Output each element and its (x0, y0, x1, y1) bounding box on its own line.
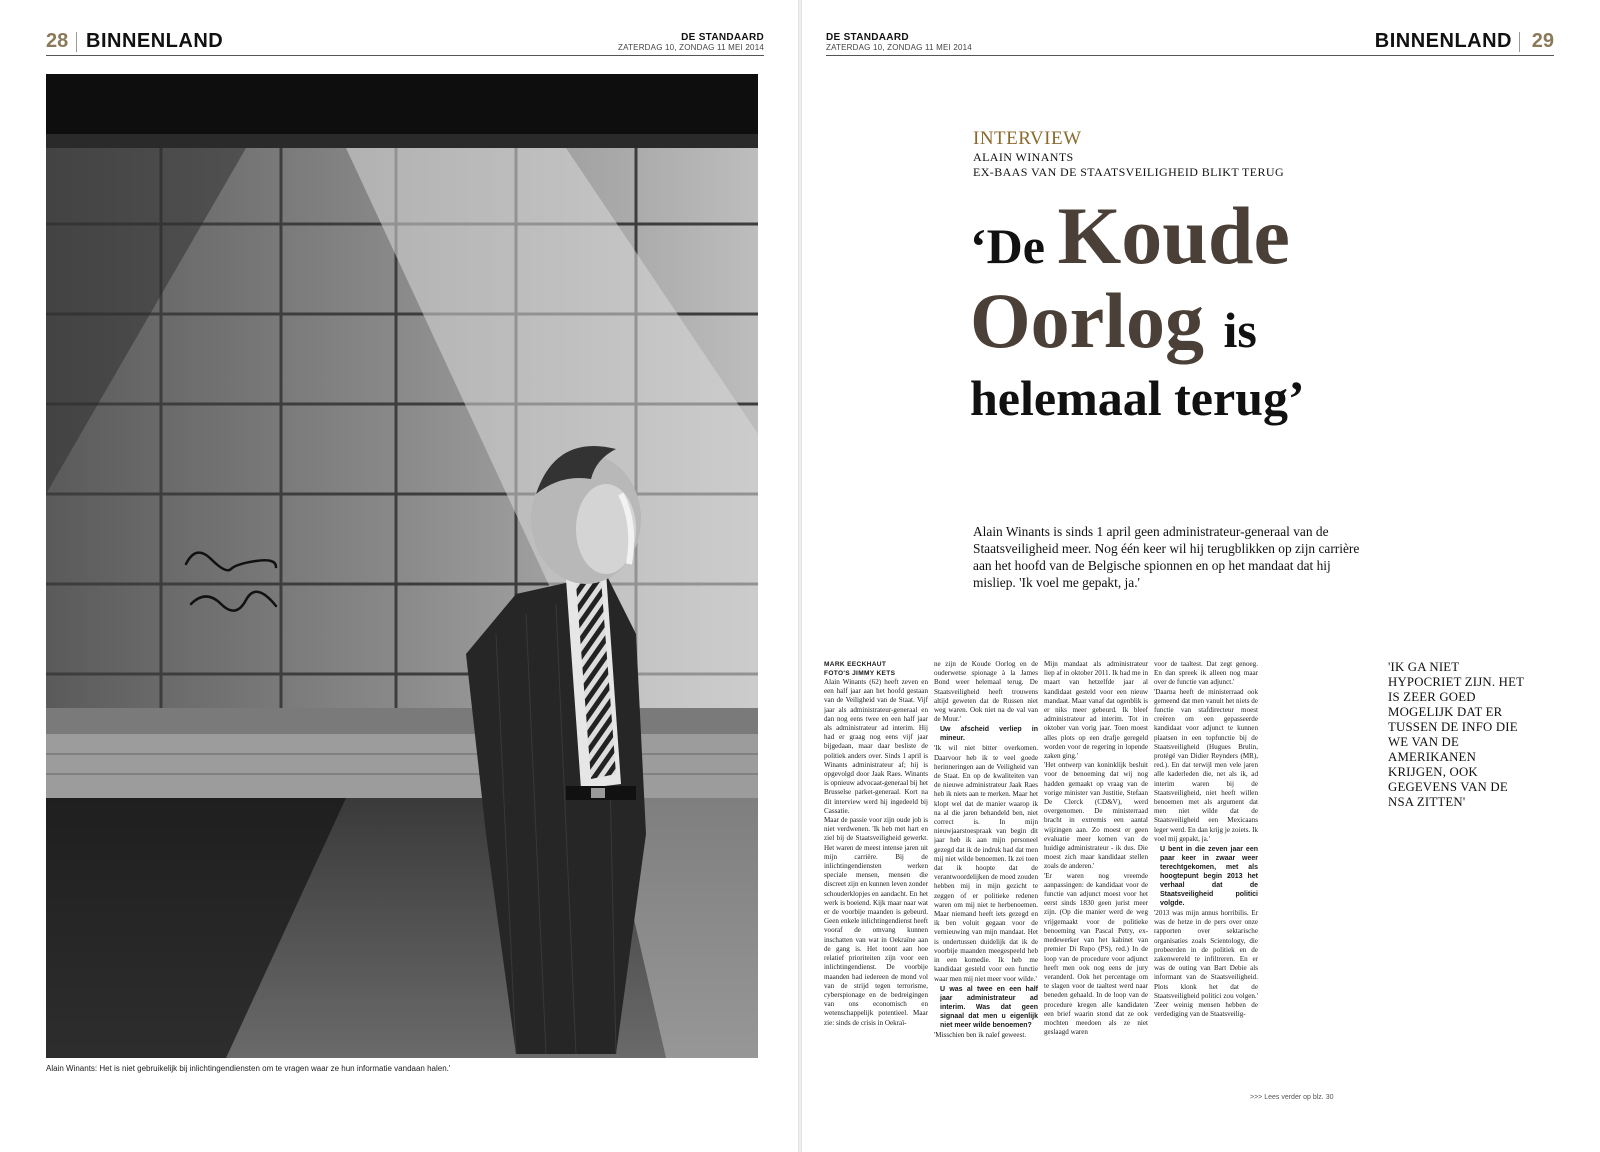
interview-question: U bent in die zeven jaar een paar keer in zwaar weer terechtgekomen, met als hoogtepunt begin 2013 het verhaal dat de Staatsveiligheid politici volgde. (1160, 846, 1258, 908)
paragraph: Mijn mandaat als administrateur liep af in oktober 2011. Ik had me in maart van hetzelfde jaar al kandidaat gesteld voor een nieuw mandaat. Maar vanaf dat ogenblik is er niks meer gebeurd. Ik bleef administrateur ad interim. Tot in oktober van vorig jaar. Toen moest alles plots op een drafje geregeld worden voor de regering in lopende zaken ging.' (1044, 660, 1148, 761)
header-separator (1519, 32, 1520, 52)
article-column-3 (1044, 660, 1148, 1080)
paragraph: voor de taaltest. Dat zegt genoeg. En dan spreek ik alleen nog maar over de functie van adjunct.' (1154, 660, 1258, 687)
paragraph: ne zijn de Koude Oorlog en de ouderwetse spionage à la James Bond weer helemaal terug. De Staatsveiligheid heeft trouwens altijd geweten dat de Russen niet weg waren. Ook niet na de val van de Muur.' (934, 660, 1038, 724)
byline-photo: FOTO'S JIMMY KETS (824, 670, 896, 677)
subkicker-name: ALAIN WINANTS (973, 150, 1074, 164)
paragraph: 'Het ontwerp van koninklijk besluit voor de benoeming dat wij nog hadden gemaakt op vraag van de vorige minister van Justitie, Stefaan De Clerck (CD&V), werd overgenomen. De ministerraad bracht in extremis een aantal wijzingen aan. Zo moest er geen evaluatie meer komen van de huidige administrateur - ik dus. Die moest zich maar kandidaat stellen zoals de anderen.' (1044, 761, 1148, 871)
paragraph: Alain Winants (62) heeft zeven en een half jaar aan het hoofd gestaan van de Veiligheid van de Staat. Vijf jaar als administrateur-generaal en dan nog eens twee en een half jaar als administrateur ad interim. Hij had er graag nog eens vijf jaar bijgedaan, maar daar besliste de politiek anders over. Sinds 1 april is Winants administrateur af; hij is opgevolgd door Jaak Raes. Winants is opnieuw advocaat-generaal bij het Brusselse parket-generaal. Kort na dit interview werd hij ingedeeld bij Cassatie. (824, 678, 928, 815)
left-page (0, 0, 798, 1152)
headline-part-5: helemaal terug’ (970, 370, 1305, 426)
paragraph: 'Daarna heeft de ministerraad ook gemeend dat men vanuit het niets de functie van stafdirecteur moest creëren om een gepasseerde kandidaat voor adjunct te kunnen plaatsen in een topfunctie bij de Staatsveiligheid (Hugues Brulin, protégé van Didier Reynders (MR), red.). En dat terwijl men vele jaren alle kaderleden die, net als ik, ad interim waren bij de Staatsveiligheid, niet heeft willen benoemen met als argument dat men niet wilde dat de Staatsveiligheid een Mexicaans leger werd. En dan krijg je zoiets. Ik voel mij gepakt, ja.' (1154, 687, 1258, 843)
page-number-right: 29 (1531, 30, 1554, 52)
byline-author: MARK EECKHAUT (824, 661, 887, 668)
left-page-header (46, 28, 764, 56)
photo-caption: Alain Winants: Het is niet gebruikelijk bij inlichtingendiensten om te vragen waar ze hun informatie vandaan halen.' (46, 1064, 451, 1073)
headline-part-4: is (1223, 302, 1257, 358)
pull-quote: 'IK GA NIET HYPOCRIET ZIJN. HET IS ZEER GOED MOGELIJK DAT ER TUSSEN DE INFO DIE WE VAN DE AMERIKANEN KRIJGEN, OOK GEGEVENS VAN DE NSA ZITTEN' (1388, 660, 1524, 809)
interview-question: Uw afscheid verliep in mineur. (940, 726, 1038, 743)
paper-name-right: DE STANDAARD (826, 32, 909, 43)
continued-link[interactable]: >>> Lees verder op blz. 30 (1250, 1094, 1334, 1101)
interview-question: U was al twee en een half jaar administrateur ad interim. Was dat geen signaal dat men u eigenlijk niet meer wilde benoemen? (940, 985, 1038, 1029)
right-page-header (826, 28, 1554, 56)
main-photo (46, 74, 758, 1058)
headline-part-3: Oorlog (970, 277, 1204, 364)
headline (970, 190, 1390, 429)
header-separator (76, 32, 77, 52)
intro-paragraph: Alain Winants is sinds 1 april geen administrateur-generaal van de Staatsveiligheid meer. Nog één keer wil hij terugblikken op zijn carrière aan het hoofd van de Belgische spionnen en op het mandaat dat hij misliep. 'Ik voel me gepakt, ja.' (973, 524, 1360, 590)
paper-name-left: DE STANDAARD (681, 32, 764, 43)
page-number-left: 28 (46, 30, 69, 52)
article-column-1 (824, 660, 928, 1080)
section-title-right: BINNENLAND (1374, 30, 1512, 52)
right-page (802, 0, 1600, 1152)
paragraph: 'Misschien ben ik naïef geweest. (934, 1030, 1027, 1039)
paragraph: '2013 was mijn annus horribilis. Er was de hetze in de pers over onze rapporten over sektarische organisaties zoals Scientology, die probeerden in de politiek en de zakenwereld te infiltreren. En er was de outing van Bart Debie als informant van de Staatsveiligheid. Plots klonk het dat de Staatsveiligheid politici zou volgen.' 'Zeer weinig mensen hebben de verdediging van de Staatsveilig- (1154, 909, 1258, 1019)
section-title-left: BINNENLAND (86, 30, 224, 52)
article-column-4 (1154, 660, 1258, 1060)
paragraph: 'Er waren nog vreemde aanpassingen: de kandidaat voor de functie van adjunct moest voor het eerst sinds 1830 geen jurist meer zijn. (Op die manier werd de weg vrijgemaakt voor de politieke benoeming van Pascal Petry, ex-medewerker van het kabinet van premier Di Rupo (PS), red.) In de loop van de procedure voor adjunct heeft men ook nog eens de jury veranderd. Ook het percentage om te slagen voor de taaltest werd naar beneden gehaald. In de loop van de procedure kregen alle kandidaten een brief waarin stond dat ze ook mochten meedoen als ze niet geslaagd waren (1044, 871, 1148, 1037)
kicker: INTERVIEW (973, 128, 1082, 149)
subkicker-description: EX-BAAS VAN DE STAATSVEILIGHEID BLIKT TERUG (973, 165, 1285, 179)
headline-part-1: ‘De (970, 218, 1045, 274)
paragraph: 'Ik wil niet bitter overkomen. Daarvoor heb ik te veel goede herinneringen aan de Veiligheid van de Staat. En op de kwaliteiten van de nieuwe administrateur Jaak Raes heb ik niets aan te merken. Maar het klopt wel dat de manier waarop ik na al die jaren behandeld ben, niet correct is. In mijn nieuwjaarstoespraak van begin dit jaar heb ik aan mijn personeel gezegd dat ik de indruk had dat men mij niet wilde benoemen. Ik zei toen dat ik hoopte dat de verantwoordelijken de moed zouden hebben mij in mijn gezicht te zeggen of er politieke redenen waren om mij niet te herbenoemen. Maar niemand heeft iets gezegd en ik ben voluit gegaan voor de vernieuwing van mijn mandaat. Het is ondertussen duidelijk dat ik de voorbije maanden meegespeeld heb in een komedie. Ik heb me kandidaat gesteld voor een functie waar men mij niet meer voor wilde.' (934, 744, 1038, 983)
date-right: ZATERDAG 10, ZONDAG 11 MEI 2014 (826, 43, 972, 52)
paragraph: Maar de passie voor zijn oude job is niet verdwenen. 'Ik heb met hart en ziel bij de Staatsveiligheid gewerkt. Het waren de meest intense jaren uit mijn carrière. Bij de inlichtingendiensten werken speciale mensen, mensen die discreet zijn en kunnen leven zonder schouderklopjes en aandacht. En het werk is boeiend. Kijk maar naar wat er de voorbije maanden is gebeurd. Geen enkele inlichtingendienst heeft vooraf de omvang kunnen inschatten van wat in Oekraïne aan de gang is. Het toont aan hoe relatief prioriteiten zijn voor een inlichtingendienst. De voorbije maanden had iedereen de mond vol van de strijd tegen terrorisme, cyberspionage en de bedreigingen van ons economisch en wetenschappelijk potentieel. Maar zie: sinds de crisis in Oekraï- (824, 816, 928, 1027)
headline-part-2: Koude (1057, 190, 1290, 281)
date-left: ZATERDAG 10, ZONDAG 11 MEI 2014 (618, 43, 764, 52)
article-column-2 (934, 660, 1038, 1080)
